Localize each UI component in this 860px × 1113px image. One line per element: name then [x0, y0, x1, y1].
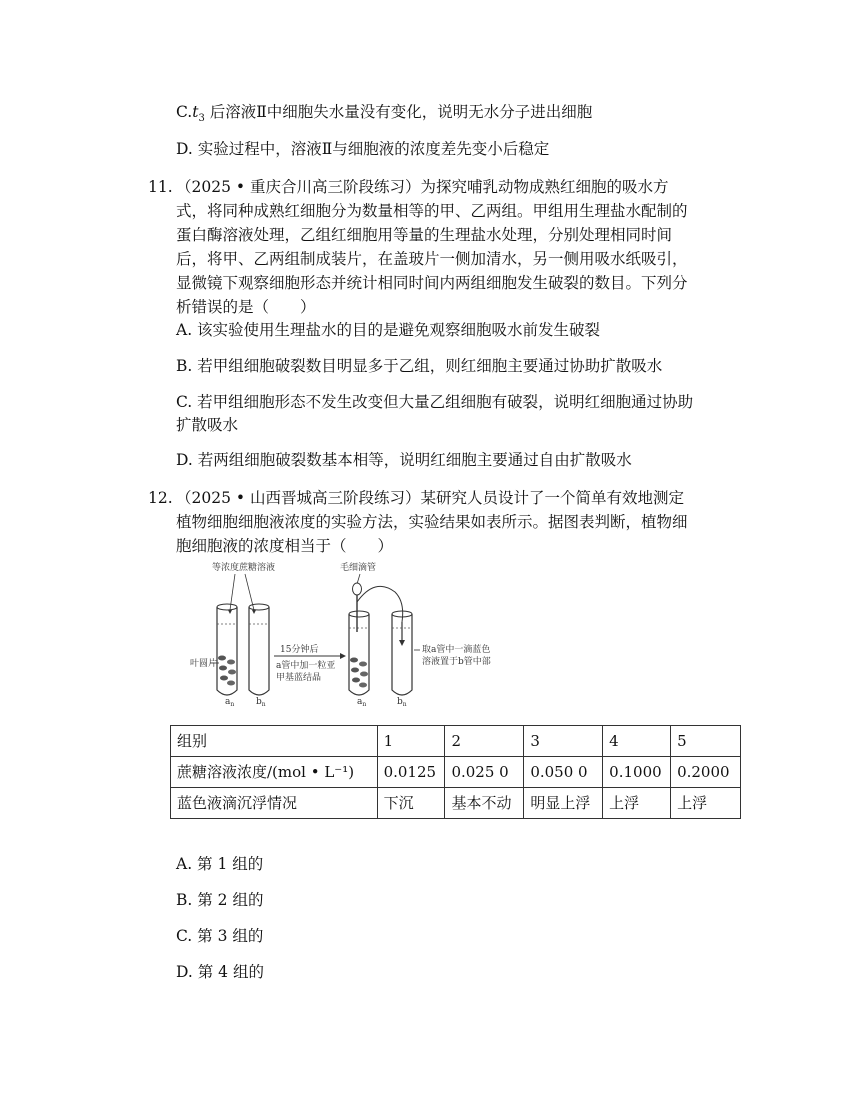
label-sucrose-solution: 等浓度蔗糖溶液	[212, 563, 276, 573]
table-cell: 组别	[171, 726, 378, 757]
table-cell: 蓝色液滴沉浮情况	[171, 788, 378, 819]
table-cell: 基本不动	[445, 788, 524, 819]
tube-a-right	[349, 611, 369, 695]
table-cell: 0.0125	[377, 757, 445, 788]
process-arrowhead	[340, 653, 346, 659]
q11-option-d: D. 若两组细胞破裂数基本相等，说明红细胞主要通过自由扩散吸水	[176, 451, 632, 469]
capillary-pipette	[353, 583, 406, 646]
table-cell: 明显上浮	[524, 788, 603, 819]
table-cell: 上浮	[671, 788, 741, 819]
subscript: 3	[198, 113, 205, 125]
table-cell: 0.050 0	[524, 757, 603, 788]
arrow-label-15min: 15分钟后	[280, 645, 319, 655]
q11-option-b: B. 若甲组细胞破裂数目明显多于乙组，则红细胞主要通过协助扩散吸水	[176, 357, 663, 375]
table-cell: 上浮	[603, 788, 671, 819]
annotation-line2: 溶液置于b管中部	[422, 657, 491, 667]
table-row	[171, 788, 741, 819]
q11-option-c-cont: 扩散吸水	[176, 416, 239, 434]
table-cell: 蔗糖溶液浓度/(mol • L⁻¹)	[171, 757, 378, 788]
question-11-line: 析错误的是（ ）	[176, 298, 316, 316]
pointer-arrowhead	[252, 610, 256, 614]
tube-a-label: $a_n$	[225, 697, 235, 708]
q11-option-a: A. 该实验使用生理盐水的目的是避免观察细胞吸水前发生破裂	[176, 321, 601, 339]
table-cell: 下沉	[377, 788, 445, 819]
table-cell: 0.025 0	[445, 757, 524, 788]
concentration-table	[170, 725, 741, 819]
annotation-line1: 取a管中一滴蓝色	[422, 645, 491, 655]
label-pipette: 毛细滴管	[340, 563, 377, 573]
question-12-line: 胞细胞液的浓度相当于（ ）	[176, 537, 394, 555]
question-11-number: 11.	[148, 178, 173, 196]
table-cell: 1	[377, 726, 445, 757]
option-d-prev: D. 实验过程中，溶液Ⅱ与细胞液的浓度差先变小后稳定	[176, 140, 550, 158]
question-12-line: 植物细胞细胞液浓度的实验方法，实验结果如表所示。据图表判断，植物细	[176, 513, 688, 531]
q12-option-b: B. 第 2 组的	[176, 891, 264, 909]
q12-option-d: D. 第 4 组的	[176, 963, 264, 981]
arrow-label-line2: a管中加一粒亚	[276, 661, 336, 671]
table-cell: 0.1000	[603, 757, 671, 788]
pipette-pointer	[357, 574, 360, 584]
question-12-line: （2025 • 山西晋城高三阶段练习）某研究人员设计了一个简单有效地测定	[176, 489, 684, 507]
tube-a-right-label: $a_n$	[357, 697, 367, 708]
experiment-figure	[190, 562, 660, 712]
option-c-text: 后溶液Ⅱ中细胞失水量没有变化，说明无水分子进出细胞	[204, 103, 593, 121]
table-cell: 0.2000	[671, 757, 741, 788]
question-11-line: 显微镜下观察细胞形态并统计相同时间内两组细胞发生破裂的数目。下列分	[176, 274, 688, 292]
question-12-number: 12.	[148, 489, 173, 507]
table-row	[171, 726, 741, 757]
table-cell: 4	[603, 726, 671, 757]
question-11-line: 后，将甲、乙两组制成装片，在盖玻片一侧加清水，另一侧用吸水纸吸引，	[176, 250, 688, 268]
question-11-line: 蛋白酶溶液处理，乙组红细胞用等量的生理盐水处理，分别处理相同时间	[176, 226, 673, 244]
question-11-line: 式，将同种成熟红细胞分为数量相等的甲、乙两组。甲组用生理盐水配制的	[176, 202, 688, 220]
variable-t: t	[192, 103, 199, 121]
question-11-line: （2025 • 重庆合川高三阶段练习）为探究哺乳动物成熟红细胞的吸水方	[176, 178, 669, 196]
arrow-label-line3: 甲基蓝结晶	[276, 673, 322, 683]
option-c-prev	[176, 100, 592, 131]
tube-b-right-label: $b_n$	[397, 697, 407, 708]
table-cell: 5	[671, 726, 741, 757]
table-cell: 2	[445, 726, 524, 757]
tube-b-left	[249, 604, 269, 695]
option-c-prefix: C.	[176, 103, 193, 121]
q12-option-c: C. 第 3 组的	[176, 927, 264, 945]
table-row	[171, 757, 741, 788]
tube-b-label: $b_n$	[256, 697, 266, 708]
tube-a-left	[217, 604, 237, 695]
pointer-arrowhead	[228, 610, 232, 614]
q12-option-a: A. 第 1 组的	[176, 855, 264, 873]
label-leaf-disc: 叶圆片	[190, 659, 218, 669]
q11-option-c: C. 若甲组细胞形态不发生改变但大量乙组细胞有破裂，说明红细胞通过协助	[176, 393, 694, 411]
table-cell: 3	[524, 726, 603, 757]
